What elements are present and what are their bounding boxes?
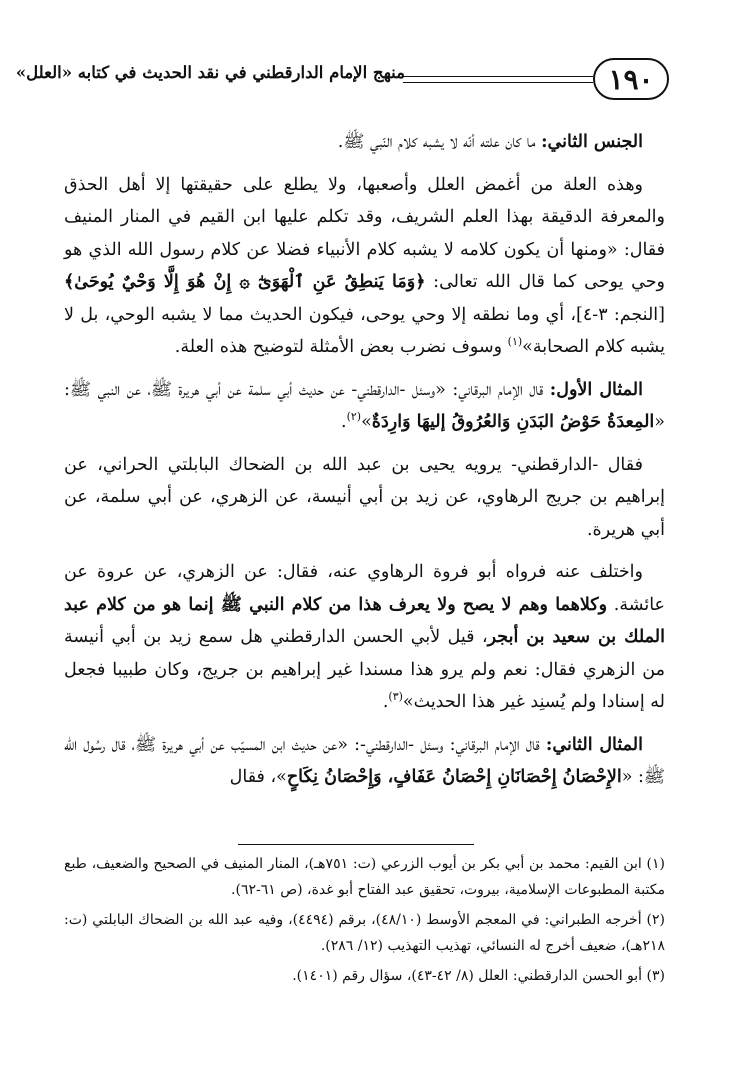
footnote-number: (٢)	[646, 912, 665, 928]
running-title: منهج الإمام الدارقطني في نقد الحديث في كتابه «العلل»	[15, 63, 405, 82]
paragraph-text: ، قيل لأبي الحسن الدارقطني هل سمع زيد بن أبي أنيسة من الزهري فقال: نعم ولم يرو هذا مسندا غير إبراهيم بن جريج، وكان طبيبا فجعل له إسنادا ولم يُسنِد غير هذا الحديث»	[64, 627, 665, 712]
footnote-item	[64, 852, 665, 903]
paragraph-text: فقال -الدارقطني- يرويه يحيى بن عبد الله بن الضحاك البابلتي الحراني، عن إبراهيم بن جريج الرهاوي، عن زيد بن أبي أنيسة، عن الزهري، عن أبي سلمة، عن أبي هريرة.	[64, 454, 665, 540]
footnote-separator	[238, 844, 474, 845]
footnote-ref[interactable]: (٢)	[346, 410, 362, 424]
footnote-text: (ت: ٢١٨هـ)، ضعيف أخرج له النسائي، تهذيب التهذيب (١٢/ ٢٨٦).	[64, 912, 665, 954]
footnotes	[64, 852, 665, 995]
footnote-ref[interactable]: (٣)	[388, 690, 403, 704]
quran-verse: ﴿وَمَا يَنطِقُ عَنِ ٱلْهَوَىٰٓ ۞ إِنْ هُوَ إِلَّا وَحْيٌ يُوحَىٰ﴾	[64, 272, 426, 292]
header-double-rule	[403, 76, 593, 83]
paragraph-isnad	[64, 449, 665, 547]
main-text	[64, 126, 665, 794]
paragraph-second-type	[64, 126, 665, 159]
section-label: الجنس الثاني:	[541, 132, 643, 152]
paragraph-ibn-qayyim	[64, 169, 665, 364]
paragraph-text: وسوف نضرب بعض الأمثلة لتوضيح هذه العلة.	[174, 337, 508, 357]
paragraph-text: »، فقال	[229, 767, 287, 787]
footnote-text: أبو الحسن الدارقطني: العلل (٨/ ٤٢-٤٣)، سؤال رقم (١٤٠١).	[292, 968, 643, 984]
paragraph-text: ما كان علته أنّه لا يشبه كلام النّبي ﷺ.	[337, 132, 542, 152]
footnote-number: (١)	[646, 856, 665, 872]
footnote-item	[64, 964, 665, 990]
page-header	[15, 58, 669, 108]
paragraph-text: قال الإمام البرقاني: وسئل -الدارقطني-: «عن حديث ابن المسيّب عن أبي هريرة ﷺ، قال رسُول الله ﷺ: «	[64, 734, 665, 787]
paragraph-text: »	[361, 412, 372, 432]
paragraph-text: .	[382, 692, 389, 712]
paragraph-text: قال الإمام البرقاني: «وسئل -الدارقطني- عن حديث أبي سلمة عن أبي هريرة ﷺ، عن النبي ﷺ: «	[64, 379, 665, 432]
paragraph-example-one	[64, 374, 665, 439]
paragraph-text: [النجم: ٣-٤]، أي وما نطقه إلا وحي يوحى، فيكون الحديث مما لا يشبه الوحي، بل لا يشبه كلام الصحابة»	[64, 304, 665, 357]
footnote-ref[interactable]: (١)	[507, 335, 523, 349]
footnote-item	[64, 908, 665, 959]
footnote-text: ابن القيم: محمد بن أبي بكر بن أيوب الزرعي (ت: ٧٥١هـ)، المنار المنيف في الصحيح والضعيف، طبع	[64, 856, 642, 872]
example-label: المثال الثاني:	[545, 734, 643, 755]
example-label: المثال الأول:	[549, 379, 643, 400]
paragraph-text: واختلف عنه فرواه أبو فروة الرهاوي عنه، فقال: عن الزهري، عن عروة عن عائشة.	[64, 562, 665, 615]
hadith-text: المِعدَةُ حَوْضُ البَدَنِ وَالعُرُوقُ إليهَا وَارِدَةٌ	[371, 412, 655, 432]
bold-verdict: وكلاهما وهم لا يصح ولا يعرف هذا من كلام النبي ﷺ إنما هو من كلام عبد الملك بن سعيد بن أبجر	[64, 594, 665, 647]
paragraph-text: وهذه العلة من أغمض العلل وأصعبها، ولا يطلع على حقيقتها إلا أهل الحذق والمعرفة الدقيقة بهذا العلم الشريف، وقد تكلم عليها ابن القيم في المنار المنيف فقال: «ومنها أن يكون كلامه لا يشبه كلام الأنبياء فضلا عن كلام رسول الله الذي هو وحي يوحى كما قال الله تعالى:	[64, 174, 665, 292]
footnote-number: (٣)	[646, 968, 665, 984]
hadith-text: الإِحْصَانُ إِحْصَانَانِ إِحْصَانُ عَفَافٍ، وَإِحْصَانُ نِكَاحٍ	[286, 767, 622, 787]
paragraph-disagreement	[64, 556, 665, 719]
footnote-text: مكتبة المطبوعات الإسلامية، بيروت، تحقيق عبد الفتاح أبو غدة، (ص ٦١-٦٢).	[231, 881, 665, 898]
paragraph-example-two	[64, 729, 665, 794]
paragraph-text: .	[340, 412, 347, 432]
page-number-badge: ١٩٠	[593, 58, 669, 100]
footnote-text: أخرجه الطبراني: في المعجم الأوسط (٤٨/١٠)، برقم (٤٤٩٤)، وفيه عبد الله بن الضحاك البابلتي	[92, 912, 642, 928]
